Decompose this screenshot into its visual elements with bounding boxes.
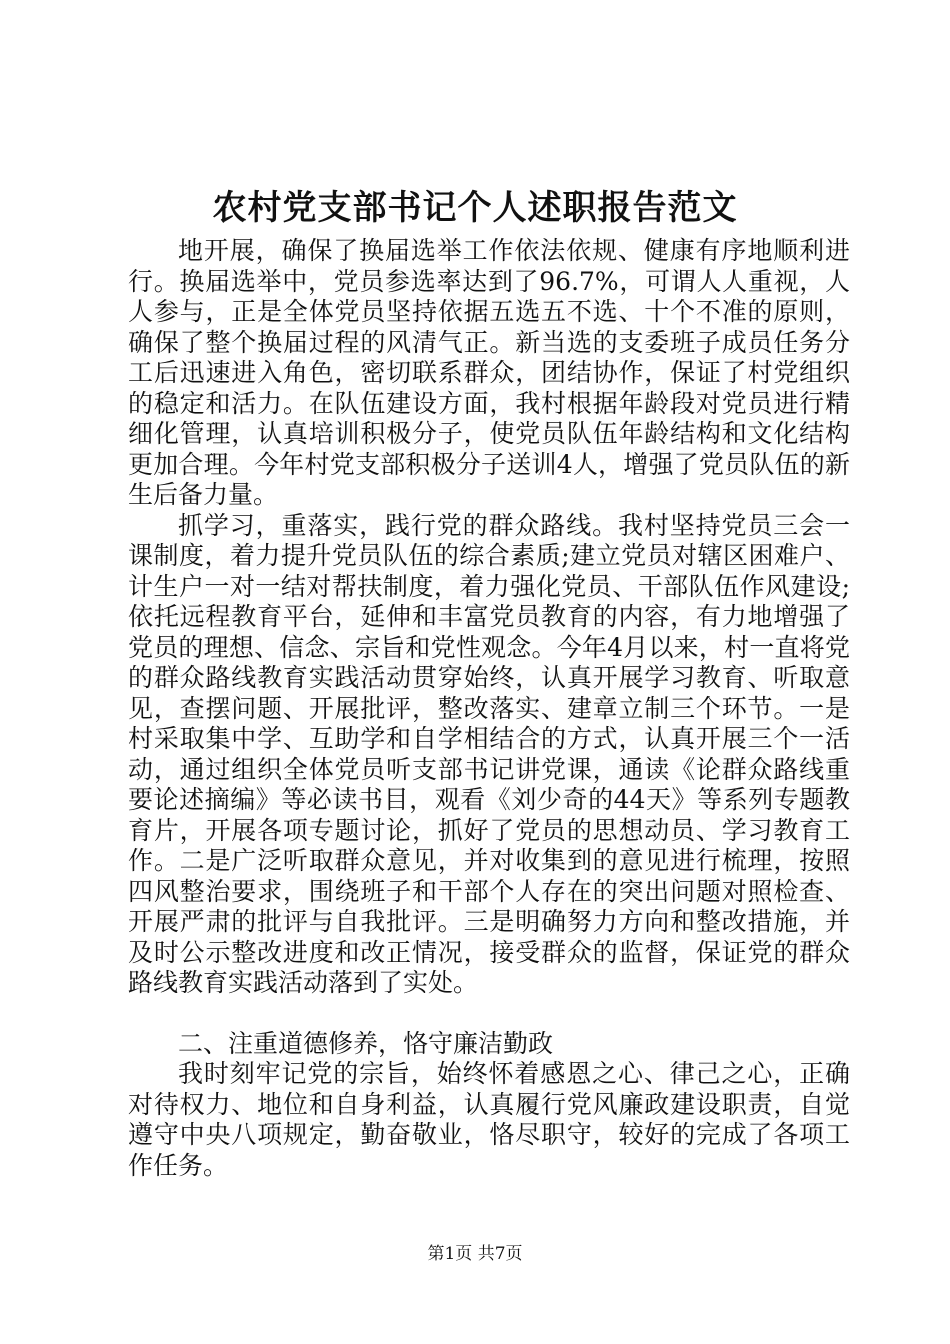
paragraph-1: 地开展，确保了换届选举工作依法依规、健康有序地顺利进行。换届选举中，党员参选率达到了96.7%，可谓人人重视，人人参与，正是全体党员坚持依据五选五不选、十个不准的原则，确保了整个换届过程的风清气正。新当选的支委班子成员任务分工后迅速进入角色，密切联系群众，团结协作，保证了村党组织的稳定和活力。在队伍建设方面，我村根据年龄段对党员进行精细化管理，认真培训积极分子，使党员队伍年龄结构和文化结构更加合理。今年村党支部积极分子送训4人，增强了党员队伍的新生后备力量。 — [128, 236, 850, 509]
paragraph-2: 抓学习，重落实，践行党的群众路线。我村坚持党员三会一课制度，着力提升党员队伍的综合素质;建立党员对辖区困难户、计生户一对一结对帮扶制度，着力强化党员、干部队伍作风建设;依托远程教育平台，延伸和丰富党员教育的内容，有力地增强了党员的理想、信念、宗旨和党性观念。今年4月以来，村一直将党的群众路线教育实践活动贯穿始终，认真开展学习教育、听取意见，查摆问题、开展批评，整改落实、建章立制三个环节。一是村采取集中学、互助学和自学相结合的方式，认真开展三个一活动，通过组织全体党员听支部书记讲党课，通读《论群众路线重要论述摘编》等必读书目，观看《刘少奇的44天》等系列专题教育片，开展各项专题讨论，抓好了党员的思想动员、学习教育工作。二是广泛听取群众意见，并对收集到的意见进行梳理，按照四风整治要求，围绕班子和干部个人存在的突出问题对照检查、开展严肃的批评与自我批评。三是明确努力方向和整改措施，并及时公示整改进度和改正情况，接受群众的监督，保证党的群众路线教育实践活动落到了实处。 — [128, 510, 850, 997]
page-indicator: 第1页 共7页 — [427, 1244, 523, 1264]
document-title: 农村党支部书记个人述职报告范文 — [212, 188, 738, 228]
section-paragraph: 我时刻牢记党的宗旨，始终怀着感恩之心、律己之心，正确对待权力、地位和自身利益，认真履行党风廉政建设职责，自觉遵守中央八项规定，勤奋敬业，恪尽职守，较好的完成了各项工作任务。 — [128, 1059, 850, 1180]
section-heading: 二、注重道德修养，恪守廉洁勤政 — [178, 1028, 554, 1058]
document-body — [128, 236, 850, 1181]
